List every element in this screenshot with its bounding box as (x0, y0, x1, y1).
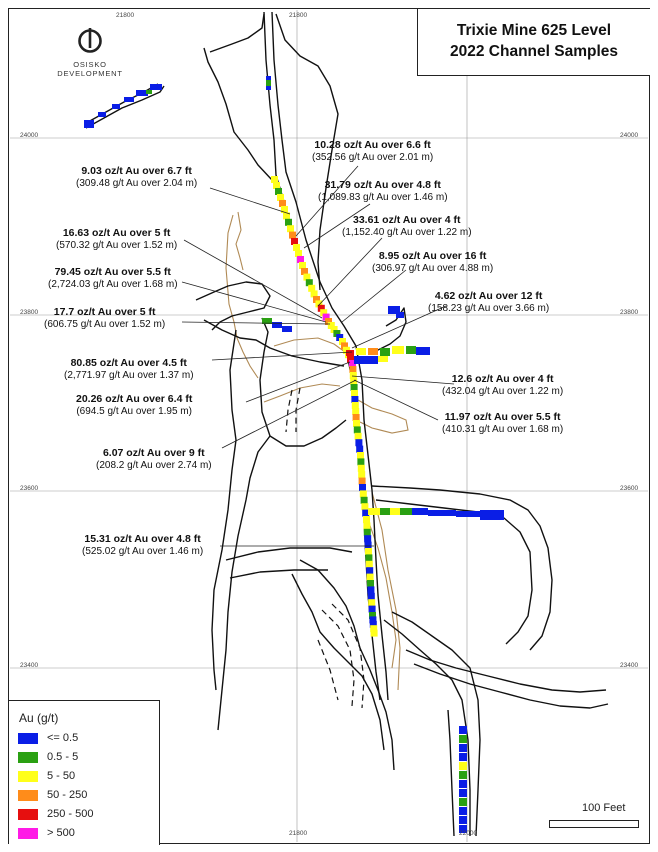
annotation-oz: 4.62 oz/t Au over 12 ft (434, 290, 543, 302)
annotation-gt: (309.48 g/t Au over 2.04 m) (76, 178, 198, 189)
annotation-oz: 33.61 oz/t Au over 4 ft (352, 214, 461, 226)
sample-annotation (428, 290, 549, 315)
annotation-gt: (352.56 g/t Au over 2.01 m) (312, 152, 434, 163)
annotation-gt: (1,152.40 g/t Au over 1.22 m) (342, 227, 472, 238)
legend-item (18, 769, 75, 783)
scale-bar (549, 820, 639, 828)
sample-annotation (76, 393, 192, 418)
annotation-gt: (208.2 g/t Au over 2.74 m) (96, 460, 212, 471)
map-title-line-2: 2022 Channel Samples (450, 43, 618, 60)
legend-item (18, 826, 75, 840)
grid-label-y-right-4: 23400 (620, 662, 639, 669)
annotation-gt: (1,089.83 g/t Au over 1.46 m) (318, 192, 448, 203)
annotation-oz: 6.07 oz/t Au over 9 ft (102, 447, 205, 459)
grid-label-x-top-2: 21800 (289, 12, 308, 19)
annotation-gt: (525.02 g/t Au over 1.46 m) (82, 546, 204, 557)
grid-label-y-left-2: 23800 (20, 309, 39, 316)
grid-label-x-bottom-2: 22000 (459, 830, 478, 837)
grid-label-y-left-3: 23600 (20, 485, 39, 492)
annotation-oz: 79.45 oz/t Au over 5.5 ft (54, 266, 171, 278)
legend-swatch (18, 733, 38, 744)
annotation-oz: 12.6 oz/t Au over 4 ft (451, 373, 554, 385)
grid-label-y-right-2: 23800 (620, 309, 639, 316)
legend-swatch (18, 752, 38, 763)
grid-label-y-left-4: 23400 (20, 662, 39, 669)
map-title-box (417, 9, 650, 76)
sample-annotation (64, 357, 194, 382)
annotation-gt: (570.32 g/t Au over 1.52 m) (56, 240, 178, 251)
legend-item (18, 750, 78, 764)
sample-annotation (56, 227, 177, 252)
logo-text: OSISKO DEVELOPMENT (57, 60, 123, 78)
legend-label: 50 - 250 (47, 789, 88, 801)
sample-annotation (312, 139, 433, 164)
sample-annotation (318, 179, 448, 204)
scale-label: 100 Feet (582, 802, 626, 814)
sample-annotation (442, 373, 563, 398)
sample-annotation (82, 533, 203, 558)
sample-annotation (442, 411, 563, 436)
annotation-oz: 8.95 oz/t Au over 16 ft (378, 250, 487, 262)
legend-swatch (18, 790, 38, 801)
osisko-logo-icon (77, 28, 103, 54)
legend-label: > 500 (47, 827, 75, 839)
annotation-oz: 17.7 oz/t Au over 5 ft (53, 306, 156, 318)
legend-item (18, 731, 78, 745)
annotation-gt: (2,724.03 g/t Au over 1.68 m) (48, 279, 178, 290)
grid-label-x-bottom-1: 21800 (289, 830, 308, 837)
legend-swatch (18, 771, 38, 782)
sample-annotation (44, 306, 165, 331)
sample-annotation (372, 250, 493, 275)
annotation-oz: 9.03 oz/t Au over 6.7 ft (81, 165, 192, 177)
annotation-gt: (158.23 g/t Au over 3.66 m) (428, 303, 550, 314)
sample-annotation (342, 214, 472, 239)
annotation-gt: (606.75 g/t Au over 1.52 m) (44, 319, 166, 330)
annotation-gt: (2,771.97 g/t Au over 1.37 m) (64, 370, 194, 381)
grid-label-x-top-1: 21800 (116, 12, 135, 19)
legend-swatch (18, 809, 38, 820)
annotation-oz: 15.31 oz/t Au over 4.8 ft (84, 533, 201, 545)
legend-swatch (18, 828, 38, 839)
legend-title: Au (g/t) (19, 711, 59, 725)
legend-label: 0.5 - 5 (47, 751, 79, 763)
legend (9, 700, 160, 845)
company-logo (40, 28, 140, 78)
grid-label-y-right-3: 23600 (620, 485, 639, 492)
annotation-oz: 16.63 oz/t Au over 5 ft (62, 227, 171, 239)
legend-item (18, 788, 87, 802)
legend-label: 250 - 500 (47, 808, 94, 820)
grid-label-y-left-1: 24000 (20, 132, 39, 139)
annotation-oz: 11.97 oz/t Au over 5.5 ft (444, 411, 561, 423)
annotation-gt: (306.97 g/t Au over 4.88 m) (372, 263, 494, 274)
sample-annotation (48, 266, 178, 291)
annotation-oz: 31.79 oz/t Au over 4.8 ft (324, 179, 441, 191)
annotation-gt: (694.5 g/t Au over 1.95 m) (76, 406, 192, 417)
annotation-oz: 10.28 oz/t Au over 6.6 ft (314, 139, 431, 151)
sample-annotation (76, 165, 197, 190)
legend-label: 5 - 50 (47, 770, 76, 782)
annotation-oz: 20.26 oz/t Au over 6.4 ft (76, 393, 193, 405)
annotation-gt: (432.04 g/t Au over 1.22 m) (442, 386, 564, 397)
legend-label: <= 0.5 (47, 732, 79, 744)
annotation-gt: (410.31 g/t Au over 1.68 m) (442, 424, 564, 435)
legend-item (18, 807, 93, 821)
grid-label-y-right-1: 24000 (620, 132, 639, 139)
sample-annotation (96, 447, 212, 472)
annotation-oz: 80.85 oz/t Au over 4.5 ft (70, 357, 187, 369)
map-title-line-1: Trixie Mine 625 Level (456, 22, 612, 39)
